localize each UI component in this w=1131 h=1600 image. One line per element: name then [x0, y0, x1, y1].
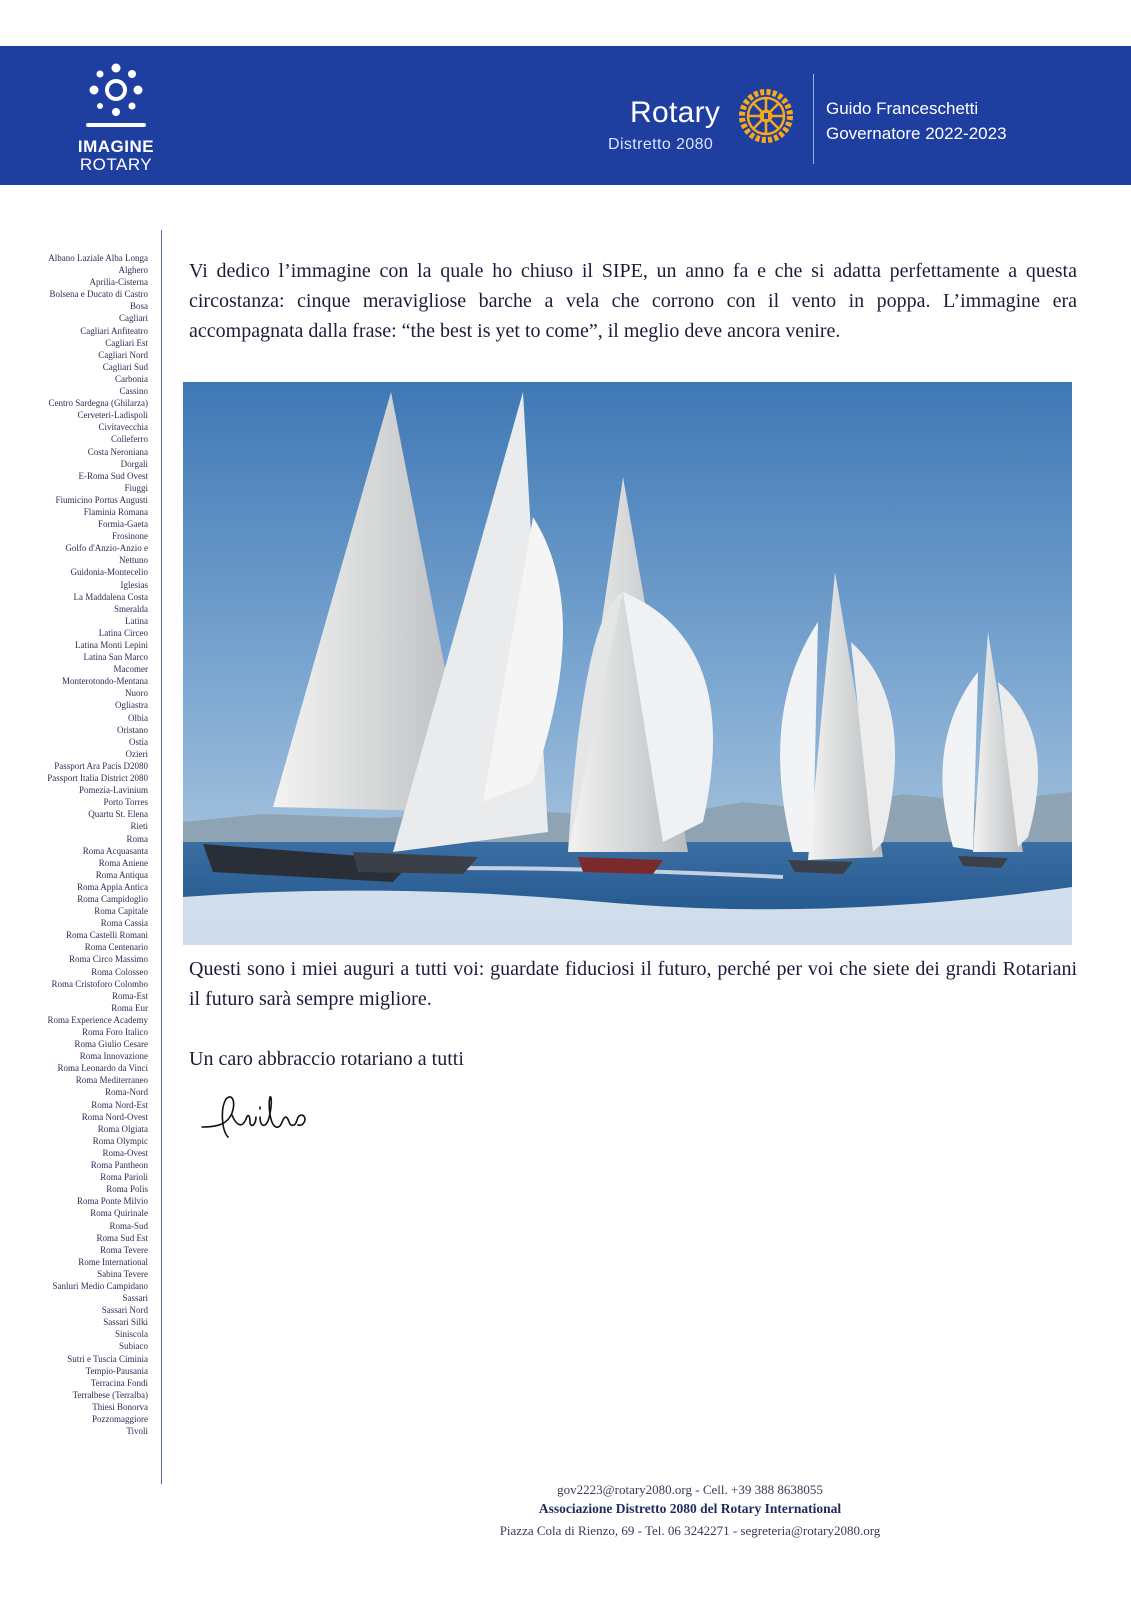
club-list-item: Cerveteri-Ladispoli: [77, 410, 148, 421]
imagine-rotary-wordmark: [50, 138, 182, 174]
club-list-item: Roma Experience Academy: [47, 1014, 148, 1025]
club-list-item: Civitavecchia: [98, 422, 148, 433]
club-list-item: Roma Foro Italico: [82, 1027, 148, 1037]
club-list-item: Sutri e Tuscia Ciminia: [67, 1353, 148, 1364]
club-list-item: Sassari: [122, 1293, 148, 1304]
club-list-item: Roma Campidoglio: [77, 893, 148, 904]
letterhead-banner: [0, 46, 1131, 185]
club-list-item: Aprilia-Cisterna: [89, 277, 148, 288]
club-list-item: Ozieri: [125, 748, 148, 759]
club-list-item: Guidonia-Montecelio: [70, 567, 148, 578]
club-list-item: Fiumicino Portus Augusti: [55, 494, 148, 505]
club-list-item: Costa Neroniana: [87, 446, 148, 457]
club-list-item: Roma-Nord: [105, 1087, 148, 1098]
club-list-item: Pozzomaggiore: [92, 1414, 148, 1424]
club-list-item: Roma Acquasanta: [82, 845, 148, 856]
club-list-item: Sassari Nord: [101, 1305, 148, 1316]
club-list-item: Latina Monti Lepini: [75, 640, 148, 650]
club-list-item: Roma Sud Est: [96, 1232, 148, 1243]
club-list-item: Colleferro: [111, 434, 148, 445]
club-list-item: E-Roma Sud Ovest: [78, 470, 148, 481]
letter-paragraph-2: Questi sono i miei auguri a tutti voi: guardate fiduciosi il futuro, perché per voi che siete dei grandi Rotariani il futuro sarà sempre migliore.: [189, 958, 1077, 1010]
club-list-item: Roma Tevere: [100, 1244, 148, 1255]
club-list-item: Roma Nord-Est: [91, 1099, 148, 1110]
club-list-item: Siniscola: [115, 1329, 148, 1340]
club-list-item: Dorgali: [120, 458, 148, 469]
rotary-wheel-icon: [736, 86, 796, 146]
handwritten-signature: [198, 1085, 328, 1145]
club-list-item: Roma Centenario: [84, 942, 148, 953]
club-list-item: Frosinone: [112, 531, 148, 542]
letter-closing: Un caro abbraccio rotariano a tutti: [189, 1048, 464, 1070]
club-list-item: Roma Mediterraneo: [75, 1075, 148, 1086]
club-list-item: Centro Sardegna (Ghilarza): [48, 398, 148, 409]
club-list-item: Ogliastra: [115, 700, 148, 711]
club-list-item: Monterotondo-Mentana: [62, 676, 148, 687]
club-list-item: Roma Innovazione: [79, 1051, 148, 1062]
footer-address: Piazza Cola di Rienzo, 69 - Tel. 06 3242271 - segreteria@rotary2080.org: [499, 1523, 881, 1538]
club-list-item: Roma Parioli: [100, 1172, 148, 1183]
club-list-item: Formia-Gaeta: [98, 519, 148, 530]
club-list-item: Roma Appia Antica: [77, 881, 148, 892]
club-list-item: Flaminia Romana: [83, 506, 148, 517]
club-list-item: Roma-Ovest: [102, 1147, 148, 1158]
footer-contact: gov2223@rotary2080.org - Cell. +39 388 8638055: [557, 1482, 823, 1497]
club-list-item: Latina: [125, 615, 148, 626]
club-list-item: Roma Olgiata: [97, 1123, 148, 1134]
club-list-item: Macomer: [113, 664, 148, 675]
club-list-item: Roma Eur: [111, 1002, 148, 1013]
club-list-item: Terralbese (Terralba): [72, 1389, 148, 1400]
club-list-item: Bolsena e Ducato di Castro: [49, 289, 148, 300]
club-list-item: Sanluri Medio Campidano: [52, 1280, 148, 1291]
governor-name: Guido Franceschetti: [826, 99, 979, 118]
club-list-item: Subiaco: [119, 1341, 148, 1352]
club-list-item: Roma Antiqua: [95, 869, 148, 880]
sidebar-divider: [161, 230, 162, 1484]
club-list-item: Roma Leonardo da Vinci: [57, 1063, 148, 1074]
club-list-item: Terracina Fondi: [90, 1377, 148, 1388]
club-list-item: Roma Cassia: [100, 918, 148, 929]
club-list-item: La Maddalena Costa: [73, 591, 148, 602]
club-list-item: Passport Italia District 2080: [47, 773, 148, 784]
club-list-item: Roma Giulio Cesare: [74, 1039, 148, 1050]
club-list-item: Cagliari: [119, 313, 148, 324]
club-list-item: Cassino: [119, 386, 148, 397]
club-list-item: Latina San Marco: [83, 652, 148, 663]
club-list: [8, 252, 148, 1437]
club-list-item: Sabina Tevere: [97, 1268, 148, 1279]
club-list-item: Roma Cristoforo Colombo: [51, 978, 148, 989]
rotary-word-small: ROTARY: [79, 155, 153, 174]
club-list-item: Roma Circo Massimo: [69, 954, 148, 965]
club-list-item: Albano Laziale Alba Longa: [48, 253, 148, 263]
club-list-item: Carbonia: [115, 373, 148, 384]
club-list-item: Tempio-Pausania: [85, 1365, 148, 1376]
club-list-item: Porto Torres: [103, 797, 148, 808]
club-list-item: Roma-Sud: [109, 1220, 148, 1231]
club-list-item: Oristano: [117, 724, 148, 735]
letter-paragraph-1: Vi dedico l’immagine con la quale ho chiuso il SIPE, un anno fa e che si adatta perfettamente a questa circostanza: cinque meravigliose barche a vela che corrono con il vento in poppa. L’immagine era accompagnata dalla frase: “the best is yet to come”, il meglio deve ancora venire.: [189, 260, 1077, 342]
club-list-item: Quartu St. Elena: [88, 809, 148, 820]
footer-organization: Associazione Distretto 2080 del Rotary International: [538, 1501, 842, 1516]
header-divider: [813, 74, 814, 164]
governor-title: Governatore 2022-2023: [826, 124, 1007, 143]
club-list-item: Thiesi Bonorva: [92, 1401, 148, 1412]
club-list-item: Alghero: [118, 265, 148, 276]
club-list-item: Fiuggi: [124, 482, 148, 493]
club-list-item: Cagliari Anfiteatro: [80, 325, 148, 336]
club-list-item: Golfo d'Anzio-Anzio e: [65, 543, 148, 554]
club-list-item: Roma Castelli Romani: [66, 930, 148, 941]
club-list-item: Iglesias: [120, 579, 148, 590]
club-list-item: Roma Capitale: [94, 906, 148, 917]
club-list-item: Passport Ara Pacis D2080: [54, 760, 148, 771]
club-list-item: Cagliari Nord: [98, 349, 148, 360]
club-list-item: Roma Aniene: [98, 857, 148, 868]
club-list-item: Roma Polis: [106, 1184, 148, 1195]
club-list-item: Smeralda: [114, 603, 148, 614]
club-list-item: Roma-Est: [112, 990, 148, 1001]
club-list-item: Latina Circeo: [98, 627, 148, 638]
club-list-item: Roma Quirinale: [90, 1208, 148, 1219]
club-list-item: Roma Colosseo: [91, 966, 148, 977]
club-list-item: Roma: [126, 833, 148, 844]
club-list-item: Rome International: [78, 1256, 148, 1267]
club-list-item: Roma Nord-Ovest: [81, 1111, 148, 1122]
club-list-item: Olbia: [128, 712, 148, 723]
club-list-item: Bosa: [130, 301, 148, 312]
club-list-item: Nuoro: [125, 688, 148, 699]
club-list-item: Roma Ponte Milvio: [76, 1196, 148, 1207]
district-label: Distretto 2080: [608, 136, 714, 153]
club-list-item: Rieti: [130, 821, 148, 832]
rotary-wordmark: Rotary: [630, 96, 721, 129]
club-list-item: Sassari Silki: [103, 1317, 148, 1328]
imagine-word: IMAGINE: [77, 137, 155, 156]
club-list-item: Nettuno: [119, 555, 148, 566]
sailboats-photo: [183, 382, 1072, 945]
club-list-item: Ostia: [129, 736, 148, 747]
club-list-item: Roma Olympic: [92, 1135, 148, 1146]
club-list-item: Roma Pantheon: [90, 1160, 148, 1171]
club-list-item: Tivoli: [126, 1426, 148, 1437]
club-list-item: Cagliari Sud: [102, 361, 148, 372]
club-list-item: Pomezia-Lavinium: [79, 785, 148, 796]
club-list-item: Cagliari Est: [105, 337, 148, 348]
